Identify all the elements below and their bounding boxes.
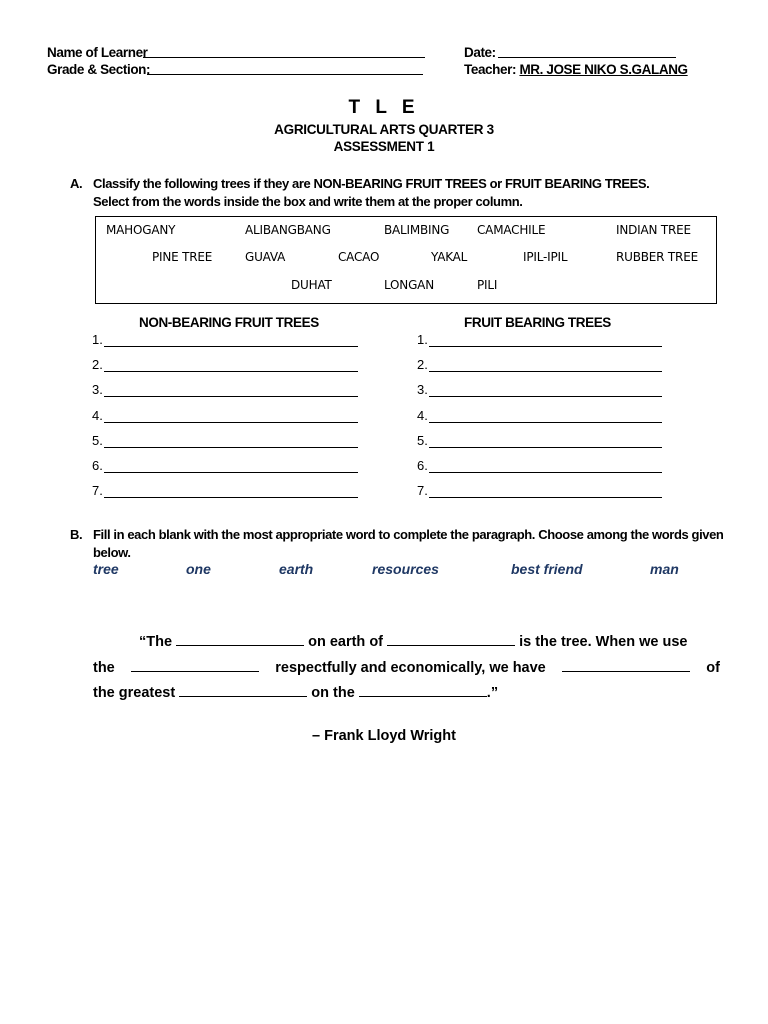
section-a-letter: A.	[70, 176, 83, 191]
non-bearing-column-title: NON-BEARING FRUIT TREES	[139, 315, 319, 330]
choice-word: best friend	[511, 561, 583, 577]
non-bearing-answer-number: 3.	[92, 382, 103, 398]
fruit-bearing-column-title: FRUIT BEARING TREES	[464, 315, 611, 330]
non-bearing-answer-number: 4.	[92, 407, 103, 423]
non-bearing-answer-line[interactable]	[104, 447, 358, 448]
word-item: LONGAN	[384, 278, 434, 292]
fruit-bearing-answer-line[interactable]	[429, 472, 662, 473]
paragraph-line-3: the greatest on the .”	[93, 685, 499, 701]
word-box	[95, 216, 717, 304]
fruit-bearing-answer-number: 2.	[417, 357, 428, 373]
fruit-bearing-answer-line[interactable]	[429, 447, 662, 448]
word-item: IPIL-IPIL	[523, 250, 568, 264]
word-item: CAMACHILE	[477, 223, 546, 237]
blank-3[interactable]	[131, 659, 259, 672]
fruit-bearing-answer-number: 7.	[417, 483, 428, 499]
paragraph-line-1: “The on earth of is the tree. When we use	[139, 634, 688, 650]
choice-word: man	[650, 561, 679, 577]
non-bearing-answer-line[interactable]	[104, 396, 358, 397]
choice-word: tree	[93, 561, 119, 577]
fruit-bearing-answer-line[interactable]	[429, 396, 662, 397]
word-item: ALIBANGBANG	[245, 223, 331, 237]
section-b-instruction-1: Fill in each blank with the most appropriate word to complete the paragraph. Choose among the words given	[93, 527, 724, 542]
non-bearing-answer-number: 5.	[92, 432, 103, 448]
word-item: CACAO	[338, 250, 380, 264]
non-bearing-answer-line[interactable]	[104, 346, 358, 347]
fruit-bearing-answer-number: 1.	[417, 332, 428, 347]
choice-word: one	[186, 561, 211, 577]
fruit-bearing-answer-number: 5.	[417, 432, 428, 448]
section-b-letter: B.	[70, 527, 83, 542]
non-bearing-answer-line[interactable]	[104, 422, 358, 423]
non-bearing-answer-line[interactable]	[104, 497, 358, 498]
word-item: RUBBER TREE	[616, 250, 698, 264]
grade-section-label: Grade & Section:	[47, 62, 151, 77]
fruit-bearing-answer-number: 3.	[417, 382, 428, 398]
word-item: MAHOGANY	[106, 223, 176, 237]
section-a-instruction-1: Classify the following trees if they are NON-BEARING FRUIT TREES or FRUIT BEARING TREES.	[93, 176, 650, 191]
non-bearing-answer-number: 2.	[92, 357, 103, 373]
date-label: Date:	[464, 45, 496, 60]
blank-6[interactable]	[359, 684, 487, 697]
blank-4[interactable]	[562, 659, 690, 672]
page-title: T L E	[348, 97, 420, 118]
non-bearing-answer-line[interactable]	[104, 371, 358, 372]
grade-section-line[interactable]	[147, 74, 423, 75]
choice-word: earth	[279, 561, 314, 577]
section-b-instruction-2: below.	[93, 545, 131, 560]
word-item: GUAVA	[245, 250, 286, 264]
non-bearing-answer-number: 1.	[92, 332, 103, 347]
fruit-bearing-answer-number: 4.	[417, 407, 428, 423]
blank-1[interactable]	[176, 633, 304, 646]
choice-word: resources	[372, 561, 439, 577]
teacher-name: MR. JOSE NIKO S.GALANG	[519, 62, 688, 77]
word-item: DUHAT	[291, 278, 332, 292]
fruit-bearing-answer-number: 6.	[417, 458, 428, 473]
word-item: YAKAL	[431, 250, 468, 264]
name-of-learner-line[interactable]	[143, 57, 425, 58]
paragraph-line-2: the respectfully and economically, we have of	[93, 660, 720, 676]
blank-2[interactable]	[387, 633, 515, 646]
blank-5[interactable]	[179, 684, 307, 697]
fruit-bearing-answer-line[interactable]	[429, 371, 662, 372]
fruit-bearing-answer-line[interactable]	[429, 422, 662, 423]
fruit-bearing-answer-line[interactable]	[429, 346, 662, 347]
word-item: PINE TREE	[152, 250, 213, 264]
non-bearing-answer-line[interactable]	[104, 472, 358, 473]
date-line[interactable]	[498, 57, 676, 58]
non-bearing-answer-number: 6.	[92, 458, 103, 473]
quote-author: – Frank Lloyd Wright	[312, 728, 456, 744]
name-of-learner-label: Name of Learner	[47, 45, 148, 60]
word-item: BALIMBING	[384, 223, 450, 237]
fruit-bearing-answer-line[interactable]	[429, 497, 662, 498]
teacher-label: Teacher: MR. JOSE NIKO S.GALANG	[464, 62, 688, 77]
word-item: INDIAN TREE	[616, 223, 691, 237]
word-item: PILI	[477, 278, 498, 292]
subtitle: AGRICULTURAL ARTS QUARTER 3	[274, 122, 494, 137]
assessment-title: ASSESSMENT 1	[333, 139, 435, 154]
non-bearing-answer-number: 7.	[92, 483, 103, 499]
section-a-instruction-2: Select from the words inside the box and write them at the proper column.	[93, 194, 523, 209]
